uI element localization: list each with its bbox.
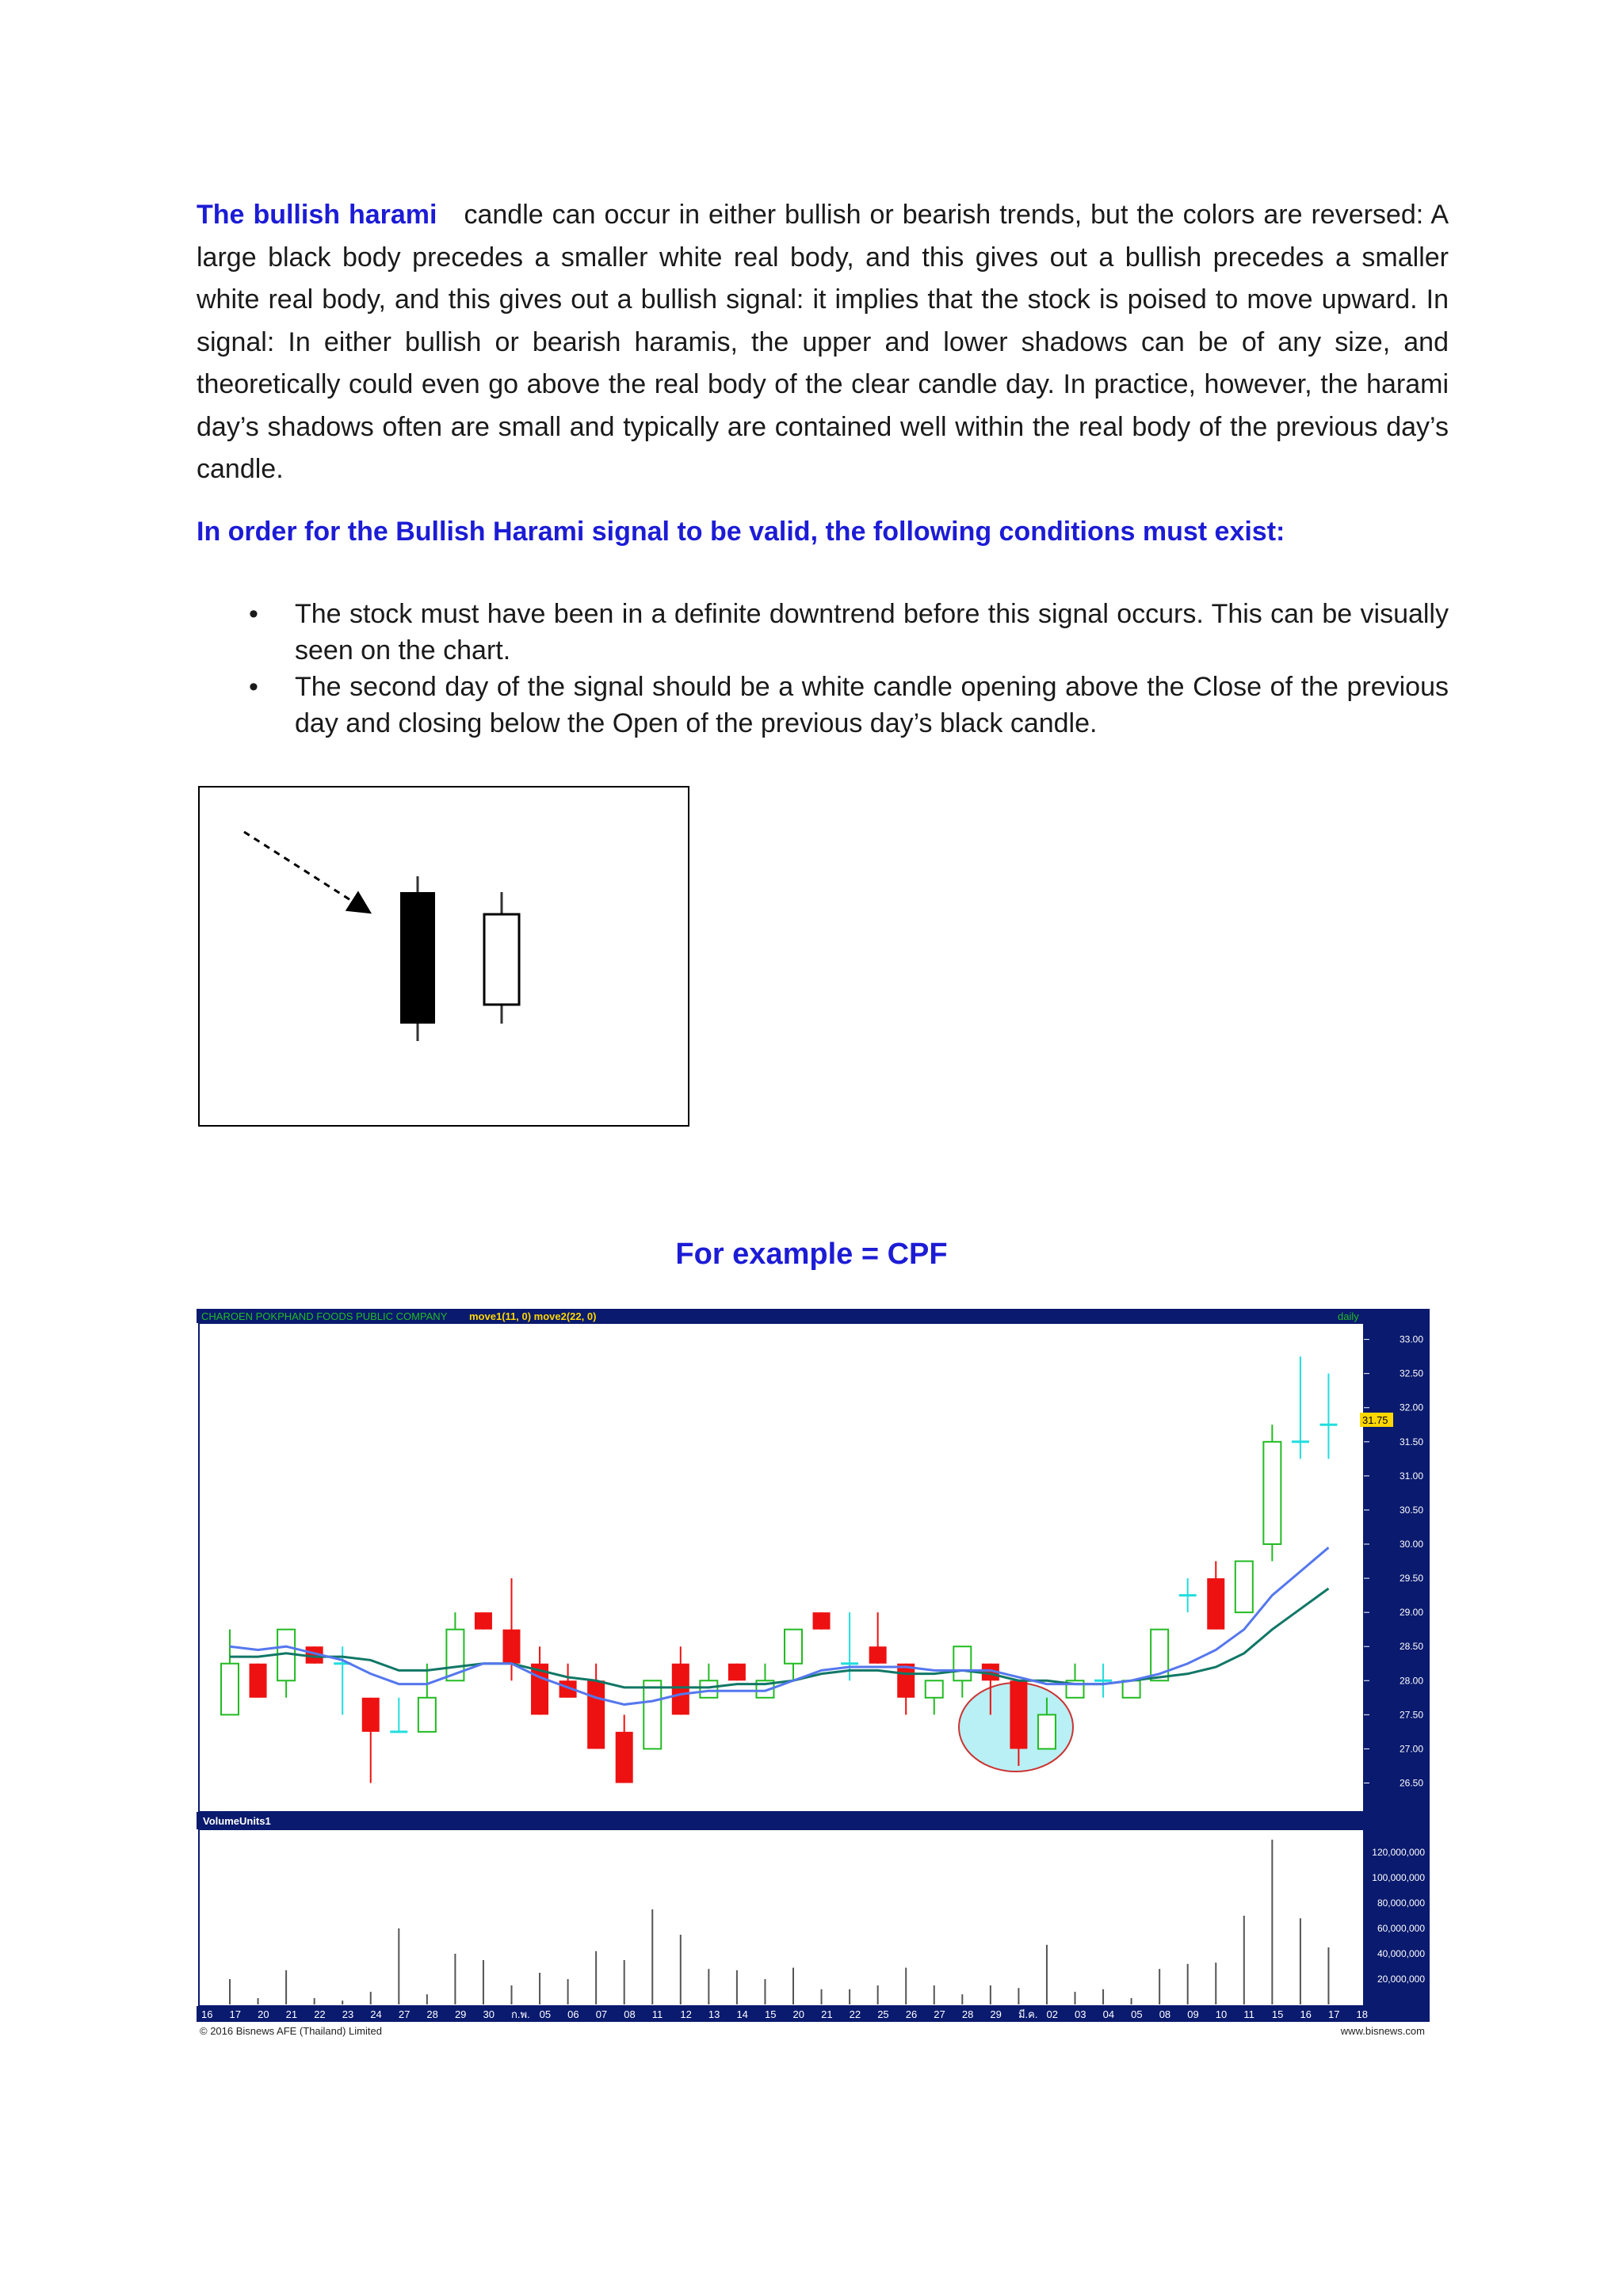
- date-tick-label: 28: [426, 2008, 438, 2020]
- date-tick-label: 11: [1243, 2008, 1254, 2020]
- date-tick-label: 16: [1300, 2008, 1312, 2020]
- candle-body: [785, 1630, 802, 1664]
- date-tick-label: 16: [201, 2008, 213, 2020]
- price-panel: [199, 1323, 1364, 1812]
- candle-body: [616, 1732, 633, 1783]
- date-tick-label: 20: [258, 2008, 269, 2020]
- candle-body: [221, 1664, 239, 1715]
- candle-body: [926, 1680, 943, 1698]
- date-tick-label: 24: [370, 2008, 382, 2020]
- candle-body: [1038, 1714, 1056, 1749]
- intro-lead: The bullish harami: [197, 200, 437, 230]
- list-item: [197, 669, 1449, 742]
- candle-body: [672, 1664, 689, 1715]
- date-tick-label: 27: [934, 2008, 945, 2020]
- candle-body: [503, 1630, 521, 1664]
- volume-label: VolumeUnits1: [203, 1815, 271, 1827]
- date-tick-label: 08: [1159, 2008, 1171, 2020]
- chart-source-url: www.bisnews.com: [1340, 2025, 1425, 2037]
- date-tick-label: 07: [595, 2008, 608, 2020]
- chart-period: daily: [1338, 1310, 1359, 1322]
- date-tick-label: 04: [1102, 2008, 1115, 2020]
- date-tick-label: 15: [765, 2008, 777, 2020]
- date-tick-label: 11: [651, 2008, 663, 2020]
- cpf-chart: [197, 1309, 1430, 2038]
- candle-body: [1010, 1680, 1027, 1749]
- candle-body: [953, 1646, 971, 1680]
- candle-body: [250, 1664, 267, 1698]
- volume-tick-label: 20,000,000: [1377, 1974, 1425, 1985]
- candle-body: [728, 1664, 746, 1681]
- volume-tick-label: 120,000,000: [1372, 1847, 1425, 1858]
- price-tick-label: 32.00: [1399, 1402, 1423, 1413]
- date-tick-label: 10: [1215, 2008, 1228, 2020]
- date-tick-label: มี.ค.: [1018, 2008, 1038, 2020]
- example-title: For example = CPF: [675, 1238, 948, 1271]
- date-tick-label: 03: [1075, 2008, 1086, 2020]
- candle-body: [587, 1680, 605, 1749]
- price-tick-label: 27.50: [1399, 1709, 1423, 1721]
- date-tick-label: 28: [961, 2008, 974, 2020]
- date-tick-label: 05: [539, 2008, 552, 2020]
- price-tick-label: 29.50: [1399, 1573, 1423, 1585]
- bullet-glyph: •: [249, 672, 258, 702]
- date-tick-label: 02: [1046, 2008, 1058, 2020]
- candle-body: [1263, 1442, 1281, 1544]
- date-tick-label: 17: [229, 2008, 242, 2020]
- candle-body: [813, 1612, 831, 1630]
- date-tick-label: 05: [1131, 2008, 1143, 2020]
- bullet-glyph: •: [249, 599, 258, 629]
- date-tick-label: 21: [285, 2008, 298, 2020]
- intro-text: candle can occur in either bullish or bearish trends, but the colors are reversed: A large black body precedes a smaller white real body, and this gives out a bullish precedes a smaller white real body, and this gives out a bullish signal: it implies that the stock is poised to move upward. In signal: In either bullish or bearish haramis, the upper and lower shadows can be of any size, and theoretically could even go above the real body of the clear candle day. In practice, however, the harami day’s shadows often are small and typically are contained well within the real body of the previous day’s candle.: [197, 200, 1449, 484]
- volume-panel: [199, 1829, 1364, 2006]
- last-price-label: 31.75: [1362, 1414, 1388, 1426]
- candle-body: [1123, 1680, 1140, 1698]
- date-tick-label: 29: [990, 2008, 1002, 2020]
- candle-body: [475, 1612, 492, 1630]
- date-tick-label: 22: [849, 2008, 861, 2020]
- date-tick-label: 22: [314, 2008, 326, 2020]
- price-tick-label: 27.00: [1399, 1743, 1423, 1755]
- price-tick-label: 28.00: [1399, 1675, 1423, 1687]
- bullet-text: The stock must have been in a definite downtrend before this signal occurs. This can be visually seen on the chart.: [295, 599, 1449, 666]
- candle-body: [643, 1680, 661, 1749]
- date-tick-label: 18: [1356, 2008, 1369, 2020]
- candle-body: [700, 1680, 717, 1698]
- candle-body: [1235, 1562, 1253, 1613]
- black-candle-body: [400, 892, 435, 1024]
- date-tick-label: ก.พ.: [511, 2008, 530, 2020]
- date-tick-label: 12: [680, 2008, 692, 2020]
- price-tick-label: 26.50: [1399, 1777, 1423, 1789]
- volume-tick-label: 100,000,000: [1372, 1872, 1425, 1883]
- volume-tick-label: 60,000,000: [1377, 1923, 1425, 1934]
- volume-tick-label: 40,000,000: [1377, 1948, 1425, 1959]
- date-tick-label: 23: [342, 2008, 354, 2020]
- date-tick-label: 17: [1328, 2008, 1340, 2020]
- intro-paragraph: [197, 194, 1449, 491]
- date-tick-label: 30: [483, 2008, 495, 2020]
- date-tick-label: 13: [708, 2008, 720, 2020]
- downtrend-arrow: [244, 832, 368, 911]
- chart-company-name: CHAROEN POKPHAND FOODS PUBLIC COMPANY: [201, 1310, 448, 1322]
- date-tick-label: 25: [877, 2008, 889, 2020]
- price-tick-label: 30.50: [1399, 1504, 1423, 1516]
- price-tick-label: 33.00: [1399, 1333, 1423, 1345]
- white-candle-body: [484, 914, 519, 1005]
- candle-body: [1207, 1578, 1224, 1630]
- candle-body: [869, 1646, 887, 1664]
- date-tick-label: 29: [454, 2008, 467, 2020]
- cpf-chart-svg: [197, 1309, 1430, 2038]
- date-tick-label: 21: [821, 2008, 833, 2020]
- price-tick-label: 29.00: [1399, 1607, 1423, 1619]
- date-tick-label: 27: [398, 2008, 411, 2020]
- candle-body: [362, 1698, 380, 1732]
- conditions-list: [197, 596, 1449, 742]
- harami-diagram: [198, 786, 689, 1127]
- date-tick-label: 15: [1271, 2008, 1284, 2020]
- chart-copyright: © 2016 Bisnews AFE (Thailand) Limited: [200, 2025, 382, 2037]
- candle-body: [418, 1698, 436, 1732]
- conditions-heading: In order for the Bullish Harami signal to be valid, the following conditions must exist:: [197, 517, 1285, 547]
- volume-tick-label: 80,000,000: [1377, 1897, 1425, 1909]
- price-tick-label: 28.50: [1399, 1641, 1423, 1653]
- price-tick-label: 31.00: [1399, 1470, 1423, 1482]
- price-tick-label: 30.00: [1399, 1539, 1423, 1550]
- bullet-text: The second day of the signal should be a white candle opening above the Close of the previous day and closing below the Open of the previous day’s black candle.: [295, 672, 1449, 738]
- price-tick-label: 31.50: [1399, 1436, 1423, 1447]
- date-tick-label: 09: [1187, 2008, 1199, 2020]
- harami-diagram-svg: [200, 788, 688, 1125]
- volume-header-bar: [197, 1812, 1430, 1829]
- price-tick-label: 32.50: [1399, 1367, 1423, 1379]
- list-item: [197, 596, 1449, 669]
- date-tick-label: 14: [736, 2008, 748, 2020]
- date-tick-label: 20: [792, 2008, 805, 2020]
- price-axis: [1364, 1323, 1430, 1812]
- date-tick-label: 06: [567, 2008, 579, 2020]
- date-tick-label: 26: [905, 2008, 918, 2020]
- chart-indicators: move1(11, 0) move2(22, 0): [469, 1310, 597, 1322]
- date-tick-label: 08: [624, 2008, 636, 2020]
